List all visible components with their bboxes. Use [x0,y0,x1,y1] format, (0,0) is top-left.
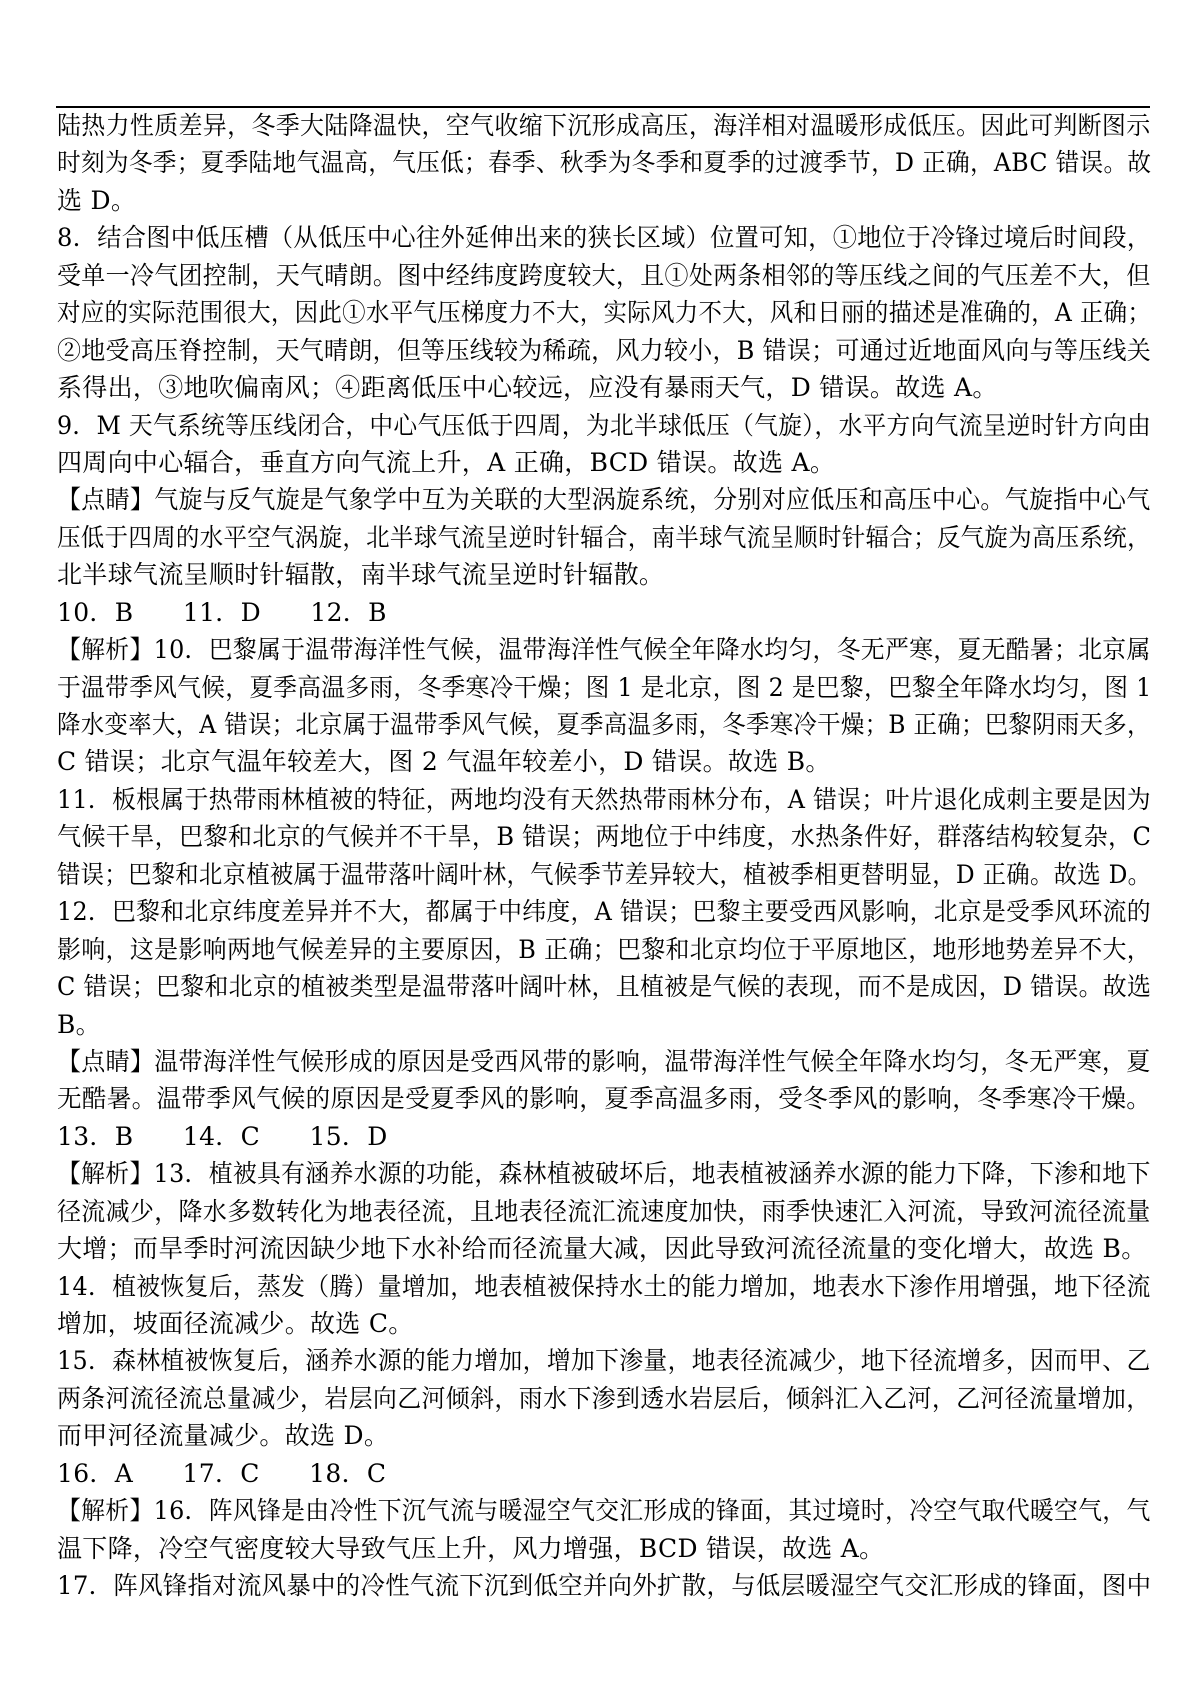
text-line: 无酷暑。温带季风气候的原因是受夏季风的影响，夏季高温多雨，受冬季风的影响，冬季寒冷干燥。 [57,1084,1152,1114]
text-line: 错误；巴黎和北京植被属于温带落叶阔叶林，气候季节差异较大，植被季相更替明显，D 正确。故选 D。 [57,859,1152,889]
text-line: C 错误；巴黎和北京的植被类型是温带落叶阔叶林，且植被是气候的表现，而不是成因，D 错误。故选 [57,972,1152,1002]
text-line: 15．森林植被恢复后，涵养水源的能力增加，增加下渗量，地表径流减少，地下径流增多，因而甲、乙 [57,1346,1151,1376]
text-line: 选 D。 [57,185,137,215]
text-line: 北半球气流呈顺时针辐散，南半球气流呈逆时针辐散。 [57,560,665,590]
text-line: 8．结合图中低压槽（从低压中心往外延伸出来的狭长区域）位置可知，①地位于冷锋过境后时间段， [57,223,1152,253]
text-line: 17．阵风锋指对流风暴中的冷性气流下沉到低空并向外扩散，与低层暖湿空气交汇形成的锋面，图中 [57,1571,1152,1601]
text-line: 【解析】16．阵风锋是由冷性下沉气流与暖湿空气交汇形成的锋面，其过境时，冷空气取代暖空气，气 [57,1496,1151,1526]
text-line: 【点睛】温带海洋性气候形成的原因是受西风带的影响，温带海洋性气候全年降水均匀，冬无严寒，夏 [57,1046,1151,1076]
text-line: 【解析】10．巴黎属于温带海洋性气候，温带海洋性气候全年降水均匀，冬无严寒，夏无酷暑；北京属 [57,635,1151,665]
document-body [57,107,1151,1605]
answer-line: 10．B 11．D 12．B [57,597,387,627]
text-line: 时刻为冬季；夏季陆地气温高，气压低；春季、秋季为冬季和夏季的过渡季节，D 正确，ABC 错误。故 [57,148,1152,178]
text-line: 压低于四周的水平空气涡旋，北半球气流呈逆时针辐合，南半球气流呈顺时针辐合；反气旋为高压系统， [57,522,1151,552]
text-line: ②地受高压脊控制，天气晴朗，但等压线较为稀疏，风力较小，B 错误；可通过近地面风向与等压线关 [57,335,1152,365]
text-line: 对应的实际范围很大，因此①水平气压梯度力不大，实际风力不大，风和日丽的描述是准确的，A 正确； [57,298,1152,328]
text-line: 降水变率大，A 错误；北京属于温带季风气候，夏季高温多雨，冬季寒冷干燥；B 正确；巴黎阴雨天多， [57,710,1151,739]
text-line: 气候干旱，巴黎和北京的气候并不干旱，B 错误；两地位于中纬度，水热条件好，群落结构较复杂，C [57,822,1152,852]
text-line: 温下降，冷空气密度较大导致气压上升，风力增强，BCD 错误，故选 A。 [57,1533,885,1563]
text-line: 两条河流径流总量减少，岩层向乙河倾斜，雨水下渗到透水岩层后，倾斜汇入乙河，乙河径流量增加， [57,1383,1151,1413]
text-line: B。 [57,1009,101,1039]
text-line: 径流减少，降水多数转化为地表径流，且地表径流汇流速度加快，雨季快速汇入河流，导致河流径流量 [57,1196,1151,1226]
text-line: 系得出，③地吹偏南风；④距离低压中心较远，应没有暴雨天气，D 错误。故选 A。 [57,373,998,403]
text-line: 大增；而旱季时河流因缺少地下水补给而径流量大减，因此导致河流径流量的变化增大，故选 B。 [57,1234,1147,1264]
text-line: 于温带季风气候，夏季高温多雨，冬季寒冷干燥；图 1 是北京，图 2 是巴黎，巴黎全年降水均匀，图 1 [57,672,1152,702]
text-line: 9．M 天气系统等压线闭合，中心气压低于四周，为北半球低压（气旋），水平方向气流呈逆时针方向由 [57,410,1152,440]
text-line: 四周向中心辐合，垂直方向气流上升，A 正确，BCD 错误。故选 A。 [57,447,836,477]
text-line: 【点睛】气旋与反气旋是气象学中互为关联的大型涡旋系统，分别对应低压和高压中心。气旋指中心气 [57,485,1151,515]
text-line: 而甲河径流量减少。故选 D。 [57,1421,390,1451]
answer-line: 13．B 14．C 15．D [57,1121,388,1151]
text-line: C 错误；北京气温年较差大，图 2 气温年较差小，D 错误。故选 B。 [57,747,831,777]
answer-line: 16．A 17．C 18．C [57,1458,387,1488]
text-line: 增加，坡面径流减少。故选 C。 [57,1309,414,1338]
text-line: 陆热力性质差异，冬季大陆降温快，空气收缩下沉形成高压，海洋相对温暖形成低压。因此可判断图示 [57,111,1151,140]
text-line: 12．巴黎和北京纬度差异并不大，都属于中纬度，A 错误；巴黎主要受西风影响，北京是受季风环流的 [57,897,1151,927]
text-line: 11．板根属于热带雨林植被的特征，两地均没有天然热带雨林分布，A 错误；叶片退化成刺主要是因为 [57,784,1151,814]
text-line: 影响，这是影响两地气候差异的主要原因，B 正确；巴黎和北京均位于平原地区，地形地势差异不大， [57,934,1152,964]
text-line: 14．植被恢复后，蒸发（腾）量增加，地表植被保持水土的能力增加，地表水下渗作用增强，地下径流 [57,1271,1151,1301]
text-line: 受单一冷气团控制，天气晴朗。图中经纬度跨度较大，且①处两条相邻的等压线之间的气压差不大，但 [57,260,1151,290]
text-line: 【解析】13．植被具有涵养水源的功能，森林植被破坏后，地表植被涵养水源的能力下降，下渗和地下 [57,1159,1151,1189]
